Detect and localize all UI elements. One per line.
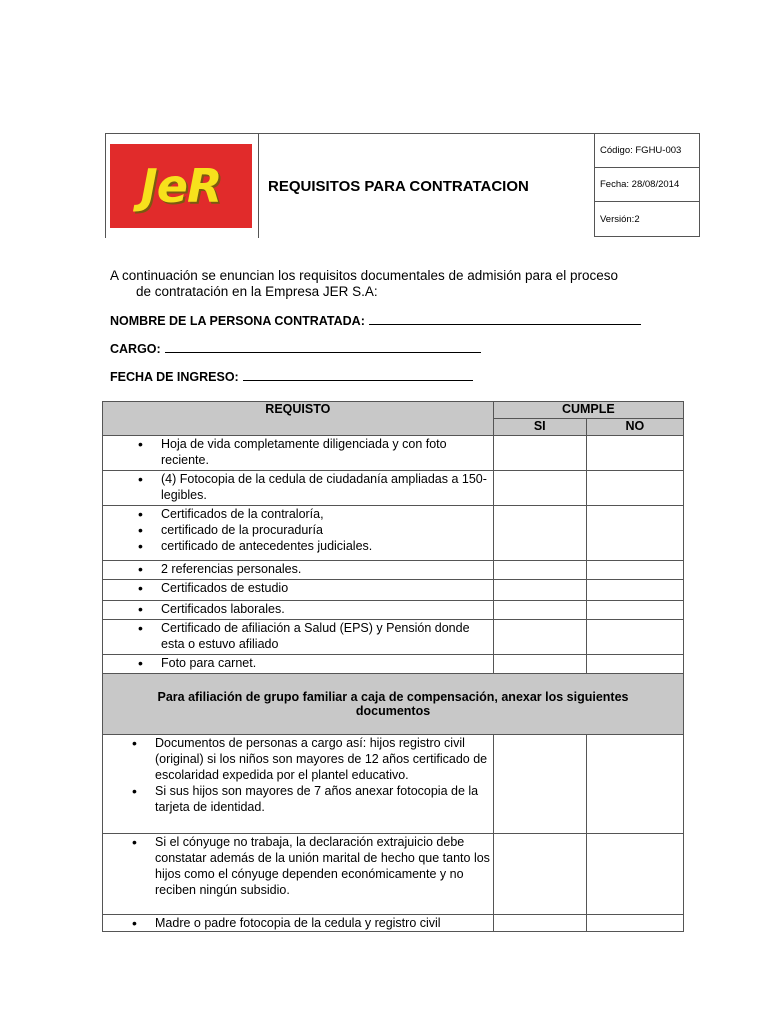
name-blank-line[interactable] [369,314,641,325]
requirement-cell [103,601,494,620]
requirement-cell [103,506,494,561]
list-item: • (4) Fotocopia de la cedula de ciudadanía ampliadas a 150- legibles. [103,471,493,503]
requirement-cell [103,561,494,580]
list-item: • certificado de antecedentes judiciales. [103,538,493,554]
requirement-list [103,436,493,468]
requirement-list [103,506,493,554]
requirement-row [103,834,684,915]
cumple-no-cell[interactable] [586,506,683,561]
document-metadata [594,133,700,237]
cumple-no-cell[interactable] [586,915,683,932]
family-section-header-row [103,674,684,735]
document-code: Código: FGHU-003 [595,134,699,168]
document-version: Versión:2 [600,213,640,225]
requirement-cell [103,436,494,471]
name-field [110,314,641,328]
position-field [110,342,481,356]
requirement-cell [103,620,494,655]
list-item: • Foto para carnet. [103,655,493,671]
company-logo [110,144,252,228]
requirements-table [102,401,684,932]
cumple-no-cell[interactable] [586,834,683,915]
cumple-no-cell[interactable] [586,655,683,674]
requirement-cell [103,471,494,506]
document-header [105,133,700,237]
requirement-row [103,471,684,506]
cumple-no-cell[interactable] [586,580,683,601]
cumple-no-cell[interactable] [586,601,683,620]
logo-divider [258,134,259,238]
requirement-list [103,580,493,596]
cumple-si-cell[interactable] [493,735,586,834]
requirement-cell [103,735,494,834]
header-requisito: REQUISTO [103,402,494,436]
start-date-field [110,370,473,384]
requirement-row [103,506,684,561]
list-item: • Si el cónyuge no trabaja, la declaración extrajuicio debe constatar además de la unión marital de hecho que tanto los hijos como el cónyuge dependen económicamente y no reciben ningún subsidio. [103,834,493,898]
requirement-list [103,601,493,617]
cumple-no-cell[interactable] [586,735,683,834]
intro-line-2: de contratación en la Empresa JER S.A: [136,284,378,299]
header-cumple: CUMPLE [493,402,683,419]
requirement-row [103,735,684,834]
requirement-cell [103,915,494,932]
cumple-si-cell[interactable] [493,471,586,506]
requirement-row [103,436,684,471]
list-item: • Certificado de afiliación a Salud (EPS) y Pensión donde esta o estuvo afiliado [103,620,493,652]
list-item: • Certificados laborales. [103,601,493,617]
logo-text: JeR [140,159,222,213]
cumple-si-cell[interactable] [493,506,586,561]
cumple-si-cell[interactable] [493,915,586,932]
requirement-list [103,735,493,815]
list-item: • Documentos de personas a cargo así: hijos registro civil (original) si los niños son mayores de 12 años certificado de escolaridad expedida por el plantel educativo. [103,735,493,783]
cumple-no-cell[interactable] [586,620,683,655]
list-item: • 2 referencias personales. [103,561,493,577]
document-date: Fecha: 28/08/2014 [595,168,699,202]
list-item: • Si sus hijos son mayores de 7 años anexar fotocopia de la tarjeta de identidad. [103,783,493,815]
requirement-row [103,915,684,932]
header-left-panel [105,133,595,238]
list-item: • Certificados de la contraloría, [103,506,493,522]
header-si: SI [493,419,586,436]
list-item: • Hoja de vida completamente diligenciada y con foto reciente. [103,436,493,468]
cumple-no-cell[interactable] [586,561,683,580]
position-label: CARGO: [110,342,161,356]
position-blank-line[interactable] [165,342,481,353]
start-date-blank-line[interactable] [243,370,473,381]
requirement-row [103,580,684,601]
intro-paragraph [110,268,660,300]
requirement-list [103,620,493,652]
start-date-label: FECHA DE INGRESO: [110,370,239,384]
cumple-si-cell[interactable] [493,561,586,580]
requirement-list [103,655,493,671]
intro-line-1: A continuación se enuncian los requisitos documentales de admisión para el proceso [110,268,619,283]
cumple-si-cell[interactable] [493,834,586,915]
requirement-list [103,561,493,577]
requirement-cell [103,580,494,601]
requirement-row [103,655,684,674]
requirement-row [103,620,684,655]
list-item: • Certificados de estudio [103,580,493,596]
cumple-si-cell[interactable] [493,655,586,674]
list-item: • certificado de la procuraduría [103,522,493,538]
list-item: • Madre o padre fotocopia de la cedula y registro civil [103,915,493,931]
cumple-no-cell[interactable] [586,471,683,506]
name-label: NOMBRE DE LA PERSONA CONTRATADA: [110,314,365,328]
requirement-cell [103,834,494,915]
cumple-no-cell[interactable] [586,436,683,471]
cumple-si-cell[interactable] [493,436,586,471]
header-no: NO [586,419,683,436]
requirement-row [103,561,684,580]
cumple-si-cell[interactable] [493,580,586,601]
requirement-list [103,915,493,931]
requirement-list [103,471,493,503]
requirement-cell [103,655,494,674]
requirement-list [103,834,493,898]
cumple-si-cell[interactable] [493,620,586,655]
cumple-si-cell[interactable] [493,601,586,620]
family-section-title: Para afiliación de grupo familiar a caja de compensación, anexar los siguientes documentos [103,674,684,735]
requirement-row [103,601,684,620]
document-title: REQUISITOS PARA CONTRATACION [268,178,529,195]
